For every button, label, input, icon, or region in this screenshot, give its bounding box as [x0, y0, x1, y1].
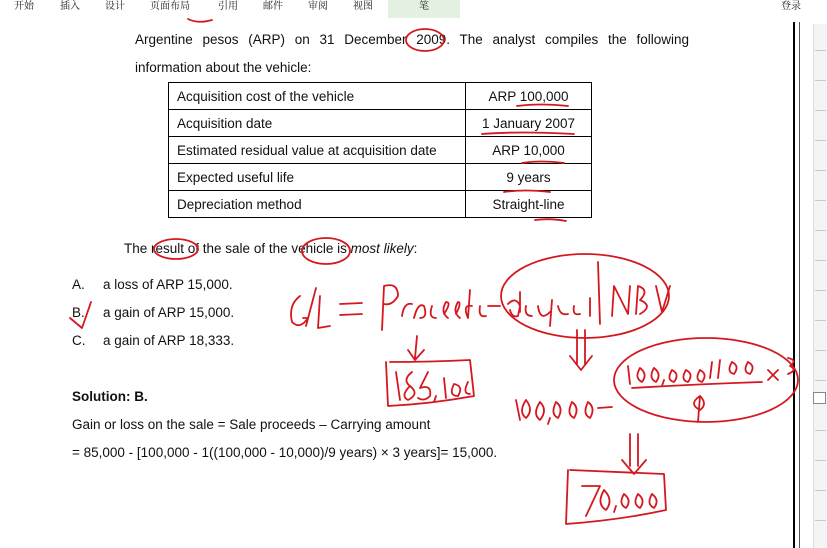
margin-rule-thin	[799, 22, 800, 548]
vertical-scrollbar[interactable]	[813, 24, 827, 548]
vehicle-info-table	[168, 82, 592, 218]
table-value: 1 January 2007	[466, 110, 592, 137]
scroll-tick	[815, 490, 826, 491]
login-link[interactable]: 登录	[781, 1, 801, 12]
tab-view[interactable]: 视图	[353, 1, 373, 12]
table-row	[169, 164, 592, 191]
option-a-text: a loss of ARP 15,000.	[103, 277, 233, 292]
scroll-tick	[815, 290, 826, 291]
intro-line-1: Argentine pesos (ARP) on 31 December 2009. The analyst compiles the following	[135, 32, 689, 47]
option-b-text: a gain of ARP 15,000.	[103, 305, 235, 320]
table-value: 9 years	[466, 164, 592, 191]
tab-pen[interactable]: 笔	[388, 0, 460, 18]
tab-insert[interactable]: 插入	[60, 1, 80, 12]
solution-line-2: = 85,000 - [100,000 - 1((100,000 - 10,000)/9 years) × 3 years]= 15,000.	[72, 445, 498, 460]
scroll-tick	[815, 230, 826, 231]
table-label: Depreciation method	[169, 191, 466, 218]
table-label: Expected useful life	[169, 164, 466, 191]
table-row	[169, 137, 592, 164]
scroll-tick	[815, 110, 826, 111]
tab-page-layout[interactable]: 页面布局	[150, 1, 190, 12]
tab-mailings[interactable]: 邮件	[263, 1, 283, 12]
scroll-tick	[815, 200, 826, 201]
scroll-tick	[815, 80, 826, 81]
scroll-position-marker[interactable]	[813, 392, 826, 404]
option-c-letter: C.	[72, 333, 86, 348]
table-value: Straight-line	[466, 191, 592, 218]
table-label: Acquisition cost of the vehicle	[169, 83, 466, 110]
table-row	[169, 191, 592, 218]
tab-home[interactable]: 开始	[14, 1, 34, 12]
table-value: ARP 10,000	[466, 137, 592, 164]
intro-line-2: information about the vehicle:	[135, 60, 312, 75]
table-value: ARP 100,000	[466, 83, 592, 110]
solution-title: Solution: B.	[72, 389, 148, 404]
tab-design[interactable]: 设计	[105, 1, 125, 12]
question-suffix: :	[413, 241, 418, 256]
scroll-tick	[815, 170, 826, 171]
tab-review[interactable]: 审阅	[308, 1, 328, 12]
margin-rule	[793, 22, 795, 548]
scroll-tick	[815, 260, 826, 261]
tab-references[interactable]: 引用	[218, 1, 238, 12]
table-label: Acquisition date	[169, 110, 466, 137]
question	[124, 241, 417, 256]
table-row	[169, 110, 592, 137]
table-row	[169, 83, 592, 110]
scroll-tick	[815, 380, 826, 381]
scroll-tick	[815, 50, 826, 51]
scroll-tick	[815, 520, 826, 521]
scroll-tick	[815, 430, 826, 431]
scroll-tick	[815, 140, 826, 141]
ribbon	[0, 0, 827, 18]
option-c-text: a gain of ARP 18,333.	[103, 333, 235, 348]
option-b-letter: B.	[72, 305, 85, 320]
option-a-letter: A.	[72, 277, 85, 292]
table-label: Estimated residual value at acquisition date	[169, 137, 466, 164]
scroll-tick	[815, 460, 826, 461]
solution-line-1: Gain or loss on the sale = Sale proceeds – Carrying amount	[72, 417, 431, 432]
question-emphasis: most likely	[350, 241, 414, 256]
scroll-tick	[815, 350, 826, 351]
scroll-tick	[815, 320, 826, 321]
question-prefix: The result of the sale of the vehicle is	[124, 241, 351, 256]
